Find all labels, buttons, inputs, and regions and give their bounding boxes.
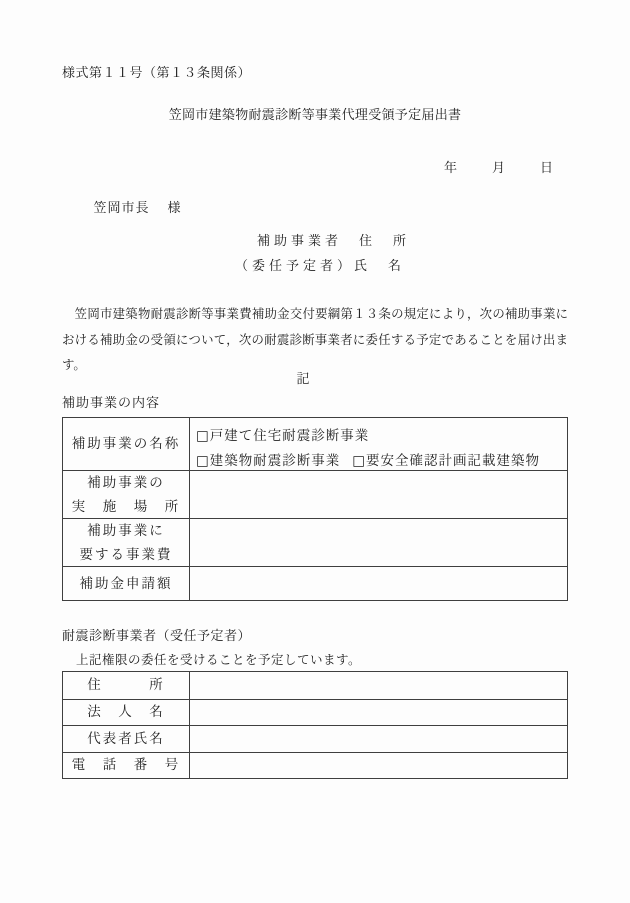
address-label: 住 所 — [63, 672, 190, 699]
representative-name-label: 代表者氏名 — [63, 726, 190, 752]
corporate-name-field[interactable] — [190, 700, 567, 726]
checkbox-icon: □ — [196, 428, 210, 444]
label-line: 実 施 場 所 — [71, 498, 181, 515]
addressee-name: 笠岡市長 — [93, 201, 150, 216]
checkbox-label: 建築物耐震診断事業 — [209, 452, 341, 469]
body-paragraph: 笠岡市建築物耐震診断等事業費補助金交付要綱第１３条の規定により，次の補助事業における補助金の受領について，次の耐震診断事業者に委任する予定であることを届け出ます。 — [62, 306, 568, 372]
table-row-subsidy-amount — [63, 566, 567, 600]
label-line: 要する事業費 — [79, 546, 173, 563]
project-name-label: 補助事業の名称 — [63, 418, 190, 470]
table-row-phone-number — [63, 752, 567, 779]
checkbox-icon: □ — [352, 452, 367, 469]
addressee-line — [73, 182, 182, 231]
checkbox-safety-plan-building[interactable] — [352, 449, 540, 474]
contractor-table — [62, 671, 568, 779]
record-marker: 記 — [296, 372, 310, 387]
project-cost-label — [63, 519, 190, 566]
table-row-project-name — [63, 418, 567, 470]
table-row-corporate-name — [63, 699, 567, 726]
table-row-project-cost — [63, 518, 567, 566]
checkbox-detached-house-diagnosis[interactable] — [196, 428, 369, 444]
checkbox-label: 要安全確認計画記載建築物 — [366, 452, 541, 469]
page-title: 笠岡市建築物耐震診断等事業代理受領予定届出書 — [168, 108, 462, 123]
addressee-honorific: 様 — [167, 201, 182, 216]
table-row-address — [63, 672, 567, 699]
project-cost-field[interactable] — [190, 519, 567, 566]
date-line: 年 月 日 — [443, 161, 556, 176]
checkbox-icon: □ — [196, 452, 210, 469]
phone-number-field[interactable] — [190, 753, 567, 779]
contractor-section-heading: 耐震診断事業者（受任予定者） — [62, 629, 252, 644]
subsidy-amount-field[interactable] — [190, 567, 567, 600]
project-section-heading: 補助事業の内容 — [62, 396, 161, 411]
checkbox-label: 戸建て住宅耐震診断事業 — [209, 428, 370, 444]
subsidy-amount-label: 補助金申請額 — [63, 567, 190, 600]
project-location-label — [63, 471, 190, 518]
phone-number-label: 電 話 番 号 — [63, 753, 190, 779]
checkbox-building-diagnosis[interactable] — [196, 449, 340, 474]
contractor-section-note: 上記権限の委任を受けることを予定しています。 — [76, 652, 362, 667]
label-line: 補助事業に — [87, 522, 165, 539]
applicant-address-label: 補助事業者 住 所 — [257, 234, 411, 249]
corporate-name-label: 法 人 名 — [63, 700, 190, 726]
representative-name-field[interactable] — [190, 726, 567, 752]
table-row-project-location — [63, 470, 567, 518]
label-line: 補助事業の — [87, 474, 165, 491]
applicant-name-label: （委任予定者）氏 名 — [235, 259, 406, 274]
project-name-options — [190, 418, 567, 470]
project-location-field[interactable] — [190, 471, 567, 518]
form-number: 様式第１１号（第１３条関係） — [62, 66, 252, 81]
address-field[interactable] — [190, 672, 567, 699]
project-table — [62, 417, 568, 601]
table-row-representative-name — [63, 725, 567, 752]
